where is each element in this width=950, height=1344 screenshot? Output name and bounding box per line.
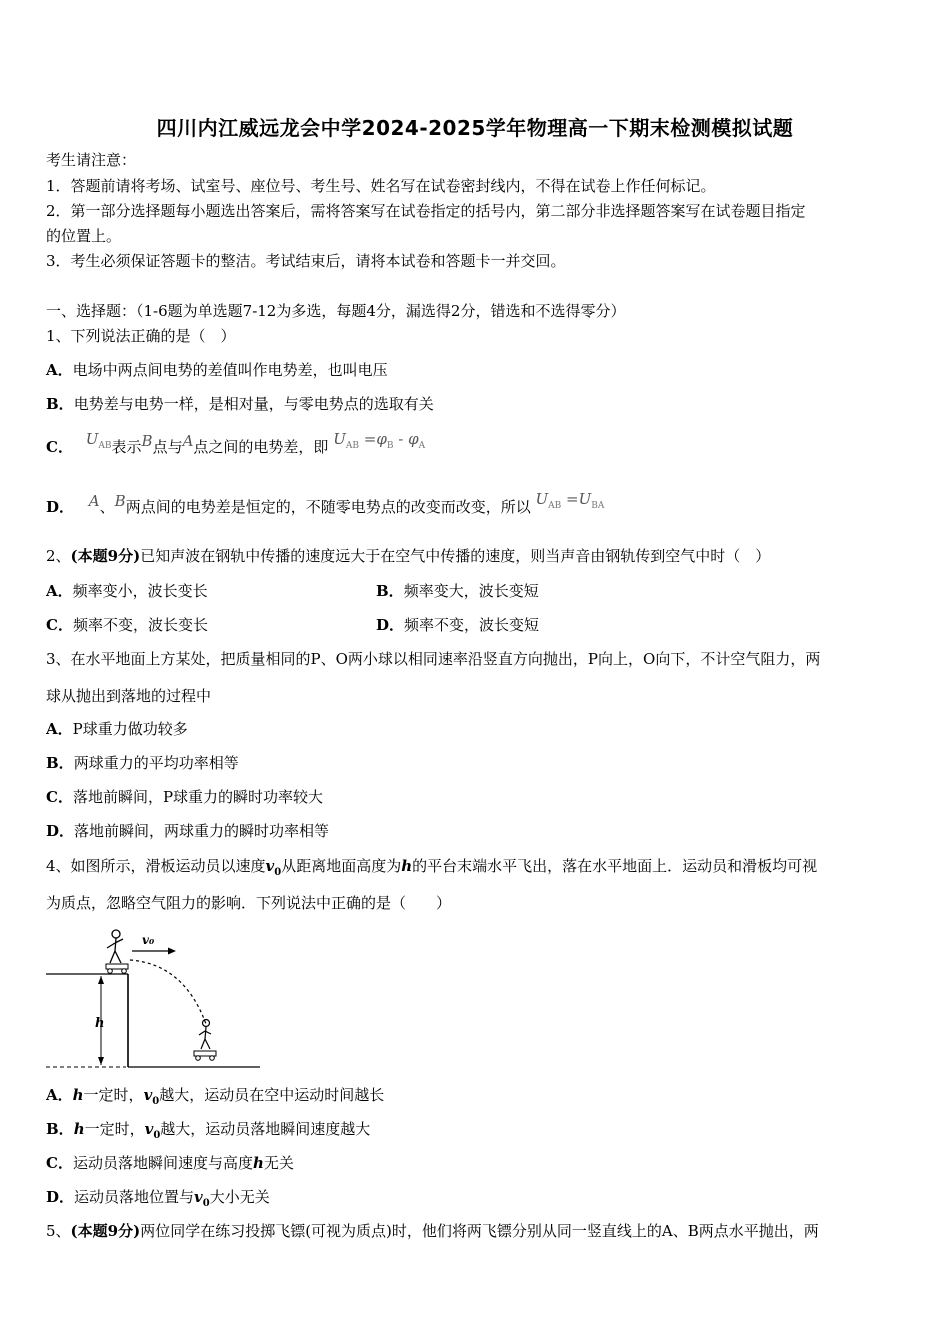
option-letter: D． bbox=[46, 498, 75, 516]
notice-heading: 考生请注意： bbox=[46, 151, 137, 169]
notice-item: 2．第一部分选择题每小题选出答案后，需将答案写在试卷指定的括号内，第二部分非选择题答案写在试卷题目指定 bbox=[46, 202, 806, 220]
q3-stem-cont: 球从抛出到落地的过程中 bbox=[46, 687, 212, 705]
trajectory-curve bbox=[130, 960, 206, 1024]
q4-stem: 4、如图所示，滑板运动员以速度$v_0$从距离地面高度为h的平台末端水平飞出，落在水平地面上．运动员和滑板均可视 bbox=[46, 857, 818, 878]
q4-option-d: D．运动员落地位置与$v_0$大小无关 bbox=[46, 1188, 270, 1209]
landing-skater-icon bbox=[199, 1020, 211, 1050]
q3-option-a: A．P球重力做功较多 bbox=[46, 720, 188, 738]
q5-stem: 5、(本题9分)两位同学在练习投掷飞镖(可视为质点)时，他们将两飞镖分别从同一竖直线上的A、B两点水平抛出，两 bbox=[46, 1222, 819, 1240]
q2-option-c: C．频率不变，波长变长 bbox=[46, 616, 208, 634]
q1-option-c: C． $U_{AB}$表示B点与A点之间的电势差，即 $U_{AB} =\varphi_B - \varphi_A$ bbox=[46, 430, 426, 456]
option-letter: C． bbox=[46, 438, 73, 456]
option-letter: A． bbox=[46, 361, 73, 379]
arrow-head-down-icon bbox=[98, 1057, 104, 1065]
height-label: h bbox=[95, 1016, 105, 1031]
q1-option-a bbox=[46, 360, 388, 380]
arrow-right-icon bbox=[168, 948, 176, 955]
velocity-label: v₀ bbox=[142, 933, 155, 947]
q2-option-d: D．频率不变，波长变短 bbox=[376, 616, 540, 634]
q1-option-d: D． A、B两点间的电势差是恒定的，不随零电势点的改变而改变，所以 $U_{AB} =U_{BA}$ bbox=[46, 490, 605, 516]
notice-item: 的位置上。 bbox=[46, 227, 122, 245]
q2-option-a: A．频率变小，波长变长 bbox=[46, 582, 208, 600]
q4-option-b: B．h一定时，$v_0$越大，运动员落地瞬间速度越大 bbox=[46, 1120, 371, 1141]
q4-option-a: A．h一定时，$v_0$越大，运动员在空中运动时间越长 bbox=[46, 1086, 385, 1107]
math-formula-d: $U_{AB} =U_{BA}$ bbox=[535, 490, 605, 511]
q2-option-b: B．频率变大，波长变短 bbox=[376, 582, 539, 600]
section-heading: 一、选择题：（1-6题为单选题7-12为多选，每题4分，漏选得2分，错选和不选得零分） bbox=[46, 302, 626, 320]
skater-icon bbox=[107, 930, 123, 963]
option-letter: B． bbox=[46, 395, 74, 413]
math-u-ab: $U_{AB}$ bbox=[85, 430, 112, 451]
notice-item: 3．考生必须保证答题卡的整洁。考试结束后，请将本试卷和答题卡一并交回。 bbox=[46, 252, 566, 270]
q3-option-c: C．落地前瞬间，P球重力的瞬时功率较大 bbox=[46, 788, 324, 806]
q2-stem: 2、(本题9分)已知声波在钢轨中传播的速度远大于在空气中传播的速度，则当声音由钢轨传到空气中时（ ） bbox=[46, 547, 771, 565]
page-title: 四川内江威远龙会中学2024-2025学年物理高一下期末检测模拟试题 bbox=[156, 116, 794, 140]
q3-option-b: B．两球重力的平均功率相等 bbox=[46, 754, 239, 772]
notice-item: 1．答题前请将考场、试室号、座位号、考生号、姓名写在试卷密封线内，不得在试卷上作任何标记。 bbox=[46, 177, 716, 195]
skateboard-landing bbox=[194, 1051, 216, 1056]
math-formula-c: $U_{AB} =\varphi_B - \varphi_A$ bbox=[333, 430, 426, 451]
option-text: 电场中两点间电势的差值叫作电势差，也叫电压 bbox=[72, 361, 388, 379]
q3-option-d: D．落地前瞬间，两球重力的瞬时功率相等 bbox=[46, 822, 330, 840]
skateboard-top bbox=[106, 964, 128, 969]
q4-stem-cont: 为质点，忽略空气阻力的影响．下列说法中正确的是（ ） bbox=[46, 894, 452, 912]
option-text: 电势差与电势一样，是相对量，与零电势点的选取有关 bbox=[73, 395, 434, 413]
q4-option-c: C．运动员落地瞬间速度与高度h无关 bbox=[46, 1154, 294, 1172]
skateboard-figure bbox=[44, 924, 264, 1072]
q1-option-b bbox=[46, 394, 434, 414]
q3-stem: 3、在水平地面上方某处，把质量相同的P、O两小球以相同速率沿竖直方向抛出，P向上，O向下，不计空气阻力，两 bbox=[46, 650, 821, 668]
arrow-head-up-icon bbox=[98, 976, 104, 984]
q1-stem: 1、下列说法正确的是（ ） bbox=[46, 327, 236, 345]
